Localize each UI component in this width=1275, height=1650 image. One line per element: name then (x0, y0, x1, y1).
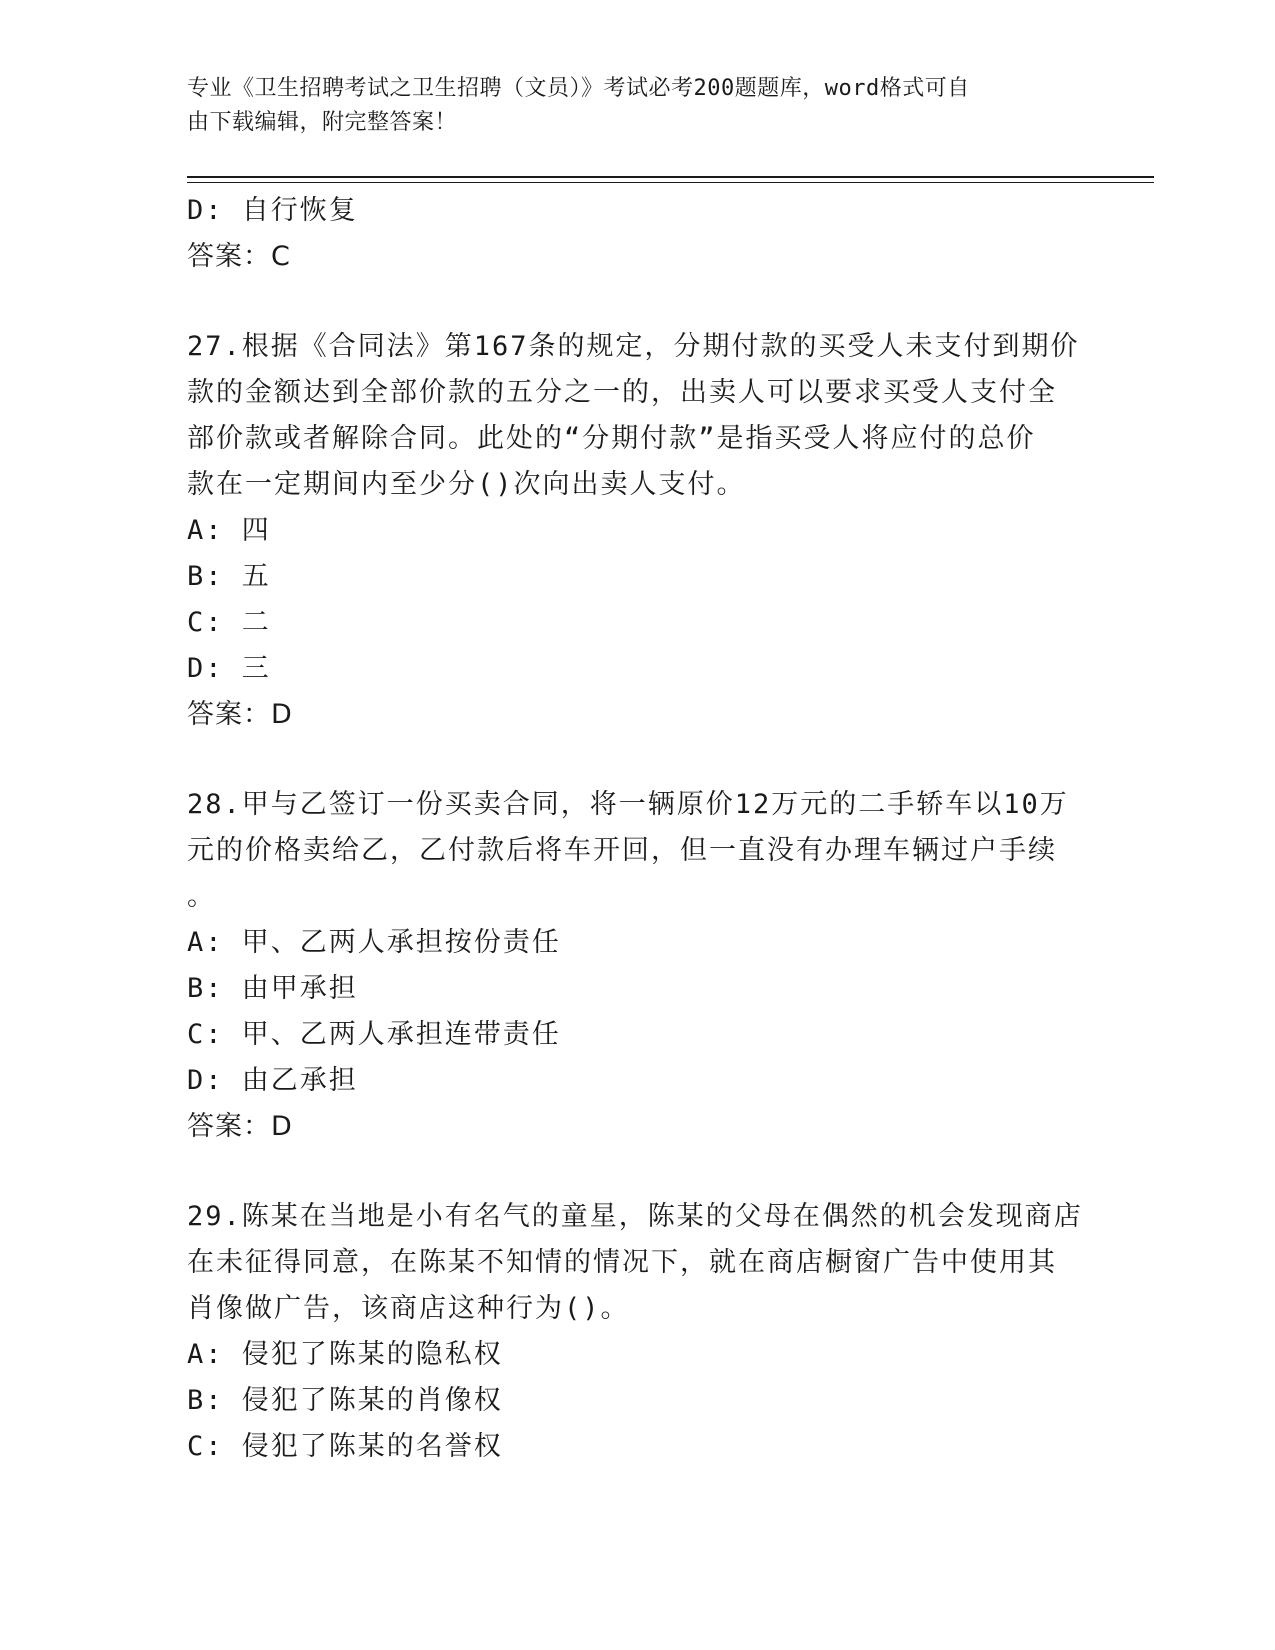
question-28-option-c: C: 甲、乙两人承担连带责任 (187, 1019, 561, 1050)
question-28-option-b: B: 由甲承担 (187, 973, 358, 1004)
question-28-answer: 答案：D (187, 1111, 293, 1142)
question-28-line-1: 28.甲与乙签订一份买卖合同，将一辆原价12万元的二手轿车以10万 (187, 789, 1069, 820)
question-27-line-3: 部价款或者解除合同。此处的“分期付款”是指买受人将应付的总价 (187, 423, 1036, 454)
spacer (187, 1150, 1087, 1194)
question-28-option-d: D: 由乙承担 (187, 1065, 358, 1096)
page-header (187, 72, 1067, 140)
header-line-1: 专业《卫生招聘考试之卫生招聘（文员）》考试必考200题题库，word格式可自 (187, 76, 970, 101)
question-28-line-2: 元的价格卖给乙，乙付款后将车开回，但一直没有办理车辆过户手续 (187, 835, 1057, 866)
prev-answer: 答案：C (187, 241, 291, 272)
question-27-line-4: 款在一定期间内至少分()次向出卖人支付。 (187, 469, 746, 500)
question-27-option-a: A: 四 (187, 515, 271, 546)
question-29-line-3: 肖像做广告，该商店这种行为()。 (187, 1293, 630, 1324)
question-29-option-a: A: 侵犯了陈某的隐私权 (187, 1339, 503, 1370)
question-27-line-1: 27.根据《合同法》第167条的规定，分期付款的买受人未支付到期价 (187, 331, 1080, 362)
spacer (187, 738, 1087, 782)
question-28 (187, 782, 1087, 1150)
question-29-option-b: B: 侵犯了陈某的肖像权 (187, 1385, 503, 1416)
header-line-2: 由下载编辑，附完整答案！ (187, 110, 458, 135)
prev-option-d: D: 自行恢复 (187, 195, 358, 226)
question-27-option-d: D: 三 (187, 653, 271, 684)
question-27-option-b: B: 五 (187, 561, 271, 592)
question-27-option-c: C: 二 (187, 607, 271, 638)
header-divider-thick (187, 176, 1154, 178)
question-27 (187, 324, 1087, 738)
header-divider-thin (187, 182, 1154, 183)
question-29-line-2: 在未征得同意，在陈某不知情的情况下，就在商店橱窗广告中使用其 (187, 1247, 1057, 1278)
question-29-line-1: 29.陈某在当地是小有名气的童星，陈某的父母在偶然的机会发现商店 (187, 1201, 1083, 1232)
question-28-option-a: A: 甲、乙两人承担按份责任 (187, 927, 561, 958)
spacer (187, 280, 1087, 324)
question-27-line-2: 款的金额达到全部价款的五分之一的，出卖人可以要求买受人支付全 (187, 377, 1057, 408)
question-28-line-3: 。 (187, 881, 216, 912)
question-29-option-c: C: 侵犯了陈某的名誉权 (187, 1431, 503, 1462)
question-list (187, 188, 1087, 1470)
question-29 (187, 1194, 1087, 1470)
question-27-answer: 答案：D (187, 699, 293, 730)
